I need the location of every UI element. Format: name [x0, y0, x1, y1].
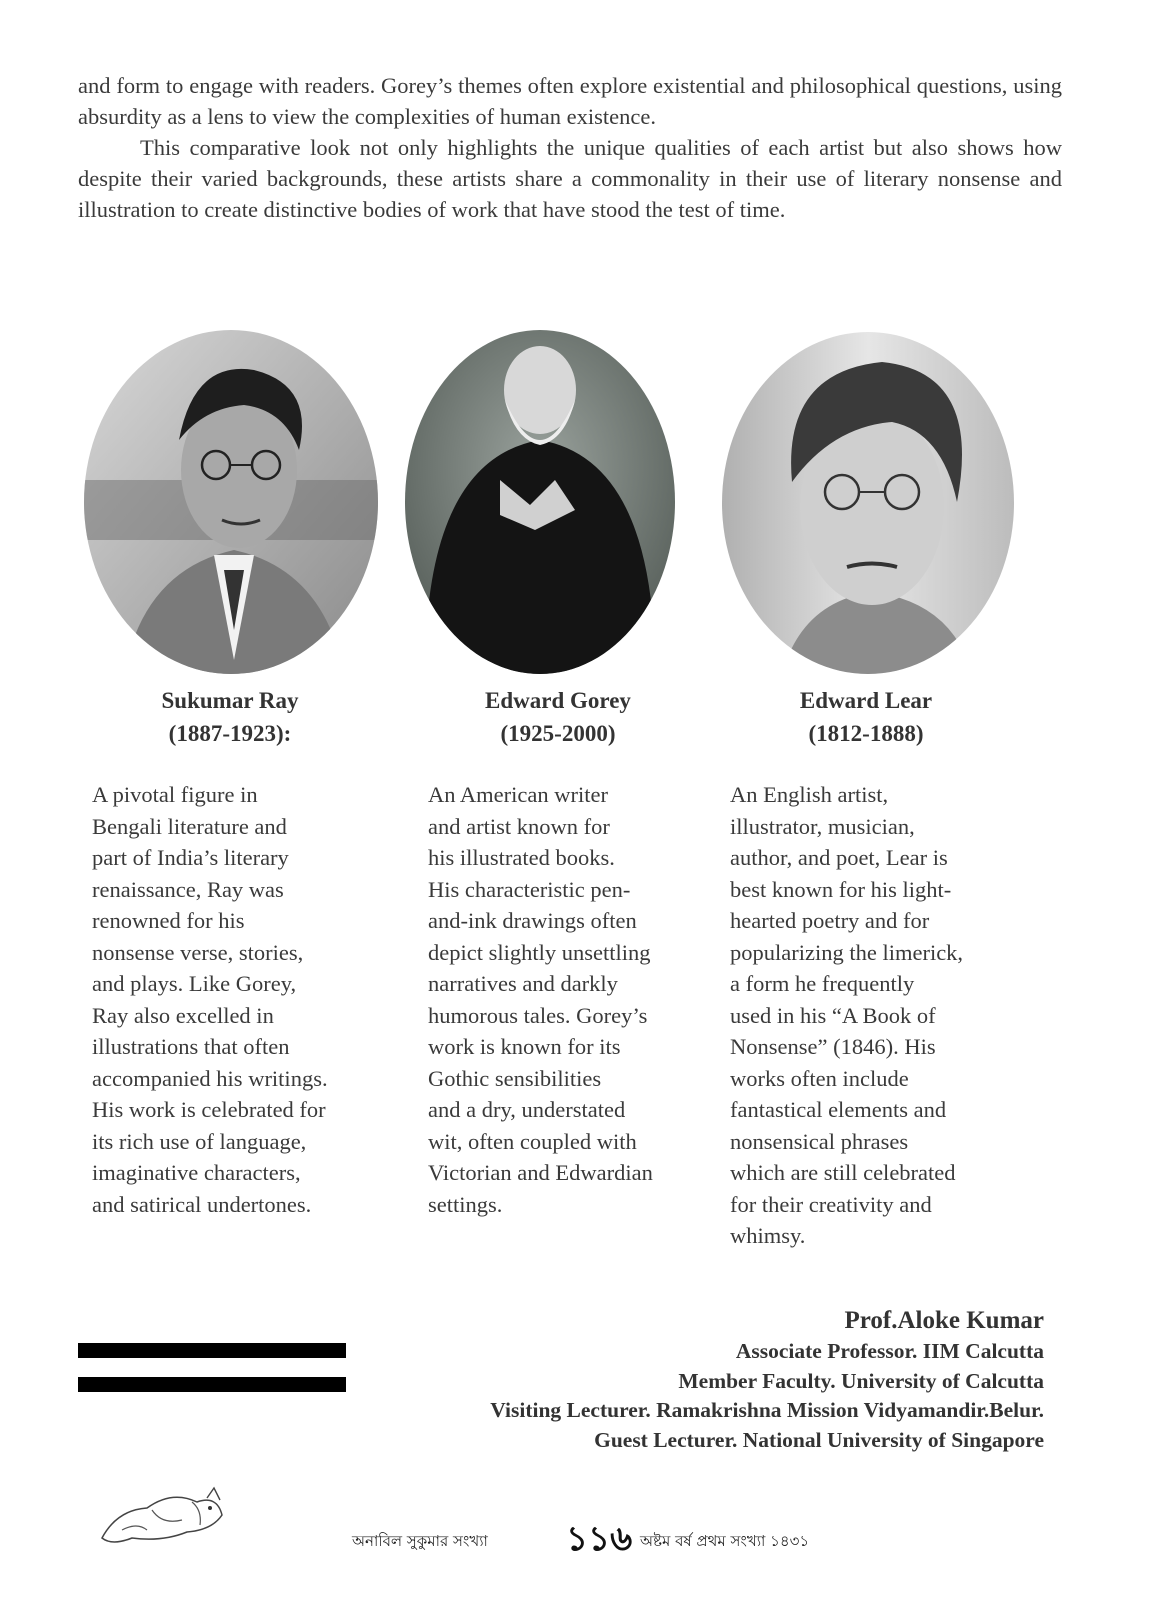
bio-line: author, and poet, Lear is — [730, 845, 948, 870]
bio-line: accompanied his writings. — [92, 1065, 328, 1091]
bio-sukumar-ray — [92, 779, 328, 1220]
bio-line: and artist known for — [428, 813, 610, 839]
bio-line: An American writer — [428, 782, 608, 807]
sketch-drawing-icon — [92, 1480, 232, 1555]
bio-line: illustrations that often — [92, 1034, 290, 1059]
bio-line: and-ink drawings often — [428, 908, 637, 933]
artist-years: (1925-2000) — [500, 721, 616, 746]
artist-name-edward-gorey — [408, 684, 708, 750]
bio-line: An English artist, — [730, 782, 889, 807]
footer-issue-title: অনাবিল সুকুমার সংখ্যা — [352, 1532, 488, 1550]
bio-line: Bengali literature and — [92, 813, 287, 839]
bio-line: renaissance, Ray was — [92, 876, 284, 902]
footer-issue-info: অষ্টম বর্ষ প্রথম সংখ্যা ১৪৩১ — [640, 1532, 810, 1550]
bio-line: which are still celebrated — [730, 1160, 956, 1185]
intro-text — [78, 70, 1062, 225]
divider-bar-top — [78, 1343, 346, 1358]
intro-paragraph-2: This comparative look not only highlights the unique qualities of each artist but also shows how despite their varied backgrounds, these artists share a commonality in their use of literary nonsense and illustration to create distinctive bodies of work that have stood the test of time. — [78, 135, 1062, 222]
author-affiliation: Visiting Lecturer. Ramakrishna Mission Vidyamandir.Belur. — [490, 1398, 1044, 1422]
bio-line: hearted poetry and for — [730, 908, 930, 933]
bio-line: renowned for his — [92, 908, 245, 933]
bio-line: its rich use of language, — [92, 1128, 307, 1154]
bio-line: settings. — [428, 1191, 503, 1217]
sukumar-ray-portrait — [84, 330, 378, 674]
bio-line: used in his “A Book of — [730, 1002, 936, 1028]
bio-line: whimsy. — [730, 1223, 806, 1248]
bio-line: work is known for its — [428, 1034, 621, 1059]
bio-line: Nonsense” (1846). His — [730, 1034, 936, 1059]
bio-line: works often include — [730, 1065, 909, 1091]
bio-line: His work is celebrated for — [92, 1097, 326, 1122]
artist-name: Sukumar Ray — [161, 688, 299, 713]
author-name: Prof.Aloke Kumar — [844, 1307, 1044, 1334]
bio-line: humorous tales. Gorey’s — [428, 1002, 648, 1028]
bio-line: nonsensical phrases — [730, 1128, 909, 1154]
author-block — [490, 1305, 1044, 1455]
bio-line: popularizing the limerick, — [730, 939, 964, 965]
bio-line: a form he frequently — [730, 971, 915, 996]
bio-line: depict slightly unsettling — [428, 939, 651, 965]
bio-line: Gothic sensibilities — [428, 1065, 602, 1091]
edward-lear-portrait — [722, 332, 1014, 674]
bio-line: illustrator, musician, — [730, 813, 915, 839]
bio-line: His characteristic pen- — [428, 876, 631, 902]
artist-name-sukumar-ray — [80, 684, 380, 750]
artist-name: Edward Lear — [799, 688, 933, 713]
bio-line: and plays. Like Gorey, — [92, 971, 297, 996]
author-affiliation: Associate Professor. IIM Calcutta — [735, 1339, 1044, 1363]
artist-years: (1887-1923): — [168, 721, 292, 746]
bio-edward-lear — [730, 779, 963, 1252]
bio-line: and a dry, understated — [428, 1097, 626, 1122]
author-affiliation: Member Faculty. University of Calcutta — [678, 1368, 1044, 1393]
bio-line: narratives and darkly — [428, 971, 618, 996]
bio-line: nonsense verse, stories, — [92, 939, 304, 965]
bio-line: and satirical undertones. — [92, 1191, 312, 1217]
bio-line: part of India’s literary — [92, 845, 289, 870]
divider-bar-bottom — [78, 1377, 346, 1392]
page-number: ১১৬ — [566, 1519, 633, 1559]
bio-line: best known for his light- — [730, 876, 952, 902]
bio-line: fantastical elements and — [730, 1097, 947, 1122]
edward-gorey-portrait — [405, 330, 675, 674]
intro-paragraph-1: and form to engage with readers. Gorey’s themes often explore existential and philosophical questions, using absurdity as a lens to view the complexities of human existence. — [78, 73, 1062, 129]
bio-line: Victorian and Edwardian — [428, 1160, 653, 1185]
bio-line: Ray also excelled in — [92, 1002, 274, 1028]
author-affiliation: Guest Lecturer. National University of Singapore — [594, 1427, 1044, 1452]
artist-name: Edward Gorey — [485, 688, 631, 713]
bio-line: wit, often coupled with — [428, 1128, 637, 1154]
artist-name-edward-lear — [716, 684, 1016, 750]
bio-line: A pivotal figure in — [92, 782, 258, 807]
bio-line: for their creativity and — [730, 1191, 932, 1217]
artist-years: (1812-1888) — [808, 721, 924, 746]
bio-line: imaginative characters, — [92, 1160, 301, 1185]
bio-edward-gorey — [428, 779, 653, 1220]
bio-line: his illustrated books. — [428, 845, 615, 870]
